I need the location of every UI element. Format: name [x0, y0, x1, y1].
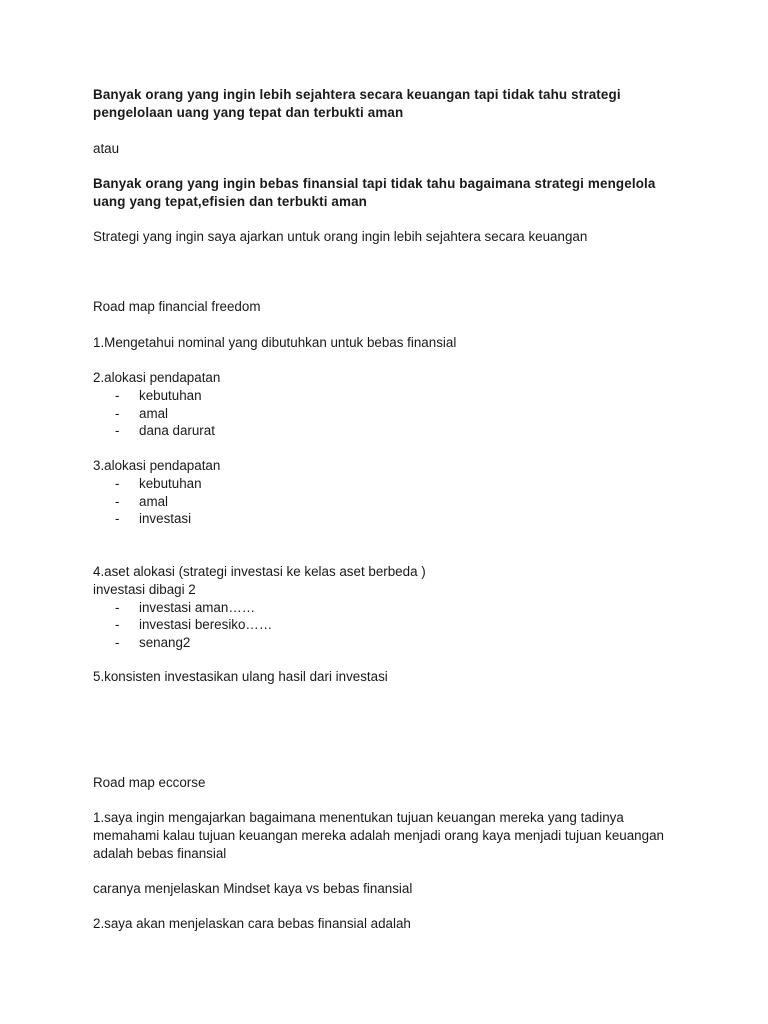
- roadmap1-step3-title: 3.alokasi pendapatan: [93, 458, 221, 473]
- roadmap1-step4-subtitle: investasi dibagi 2: [93, 581, 196, 597]
- list-item: - investasi beresiko……: [93, 616, 673, 634]
- heading-2: Banyak orang yang ingin bebas finansial tapi tidak tahu bagaimana strategi mengelola uang yang tepat,efisien dan terbukti aman: [93, 176, 656, 209]
- list-item: - kebutuhan: [93, 387, 673, 405]
- roadmap1-step3: [93, 457, 673, 528]
- roadmap1-step2: [93, 369, 673, 440]
- roadmap2-method: caranya menjelaskan Mindset kaya vs bebas finansial: [93, 881, 413, 896]
- roadmap-financial-freedom-title: Road map financial freedom: [93, 299, 261, 314]
- list-item: - amal: [93, 405, 673, 423]
- intro-paragraph: Strategi yang ingin saya ajarkan untuk orang ingin lebih sejahtera secara keuangan: [93, 229, 588, 244]
- roadmap2-step1: 1.saya ingin mengajarkan bagaimana menentukan tujuan keuangan mereka yang tadinya memahami kalau tujuan keuangan mereka adalah menjadi orang kaya menjadi tujuan keuangan adalah bebas finansial: [93, 810, 664, 861]
- list-item: - senang2: [93, 634, 673, 652]
- roadmap1-step4-list: [93, 599, 673, 652]
- or-text: atau: [93, 141, 120, 156]
- roadmap1-step5: 5.konsisten investasikan ulang hasil dari investasi: [93, 669, 388, 684]
- roadmap1-step4-title: 4.aset alokasi (strategi investasi ke kelas aset berbeda ): [93, 564, 426, 579]
- heading-1: Banyak orang yang ingin lebih sejahtera secara keuangan tapi tidak tahu strategi pengelolaan uang yang tepat dan terbukti aman: [93, 87, 621, 120]
- list-item: - investasi: [93, 510, 673, 528]
- list-item: - dana darurat: [93, 422, 673, 440]
- list-item: - kebutuhan: [93, 475, 673, 493]
- roadmap2-step2: 2.saya akan menjelaskan cara bebas finansial adalah: [93, 916, 411, 931]
- roadmap1-step3-list: [93, 475, 673, 528]
- roadmap1-step2-title: 2.alokasi pendapatan: [93, 370, 221, 385]
- list-item: - investasi aman……: [93, 599, 673, 617]
- roadmap1-step2-list: [93, 387, 673, 440]
- roadmap-eccorse-title: Road map eccorse: [93, 775, 206, 790]
- list-item: - amal: [93, 493, 673, 511]
- roadmap1-step1: 1.Mengetahui nominal yang dibutuhkan untuk bebas finansial: [93, 335, 457, 350]
- roadmap1-step4: [93, 563, 673, 652]
